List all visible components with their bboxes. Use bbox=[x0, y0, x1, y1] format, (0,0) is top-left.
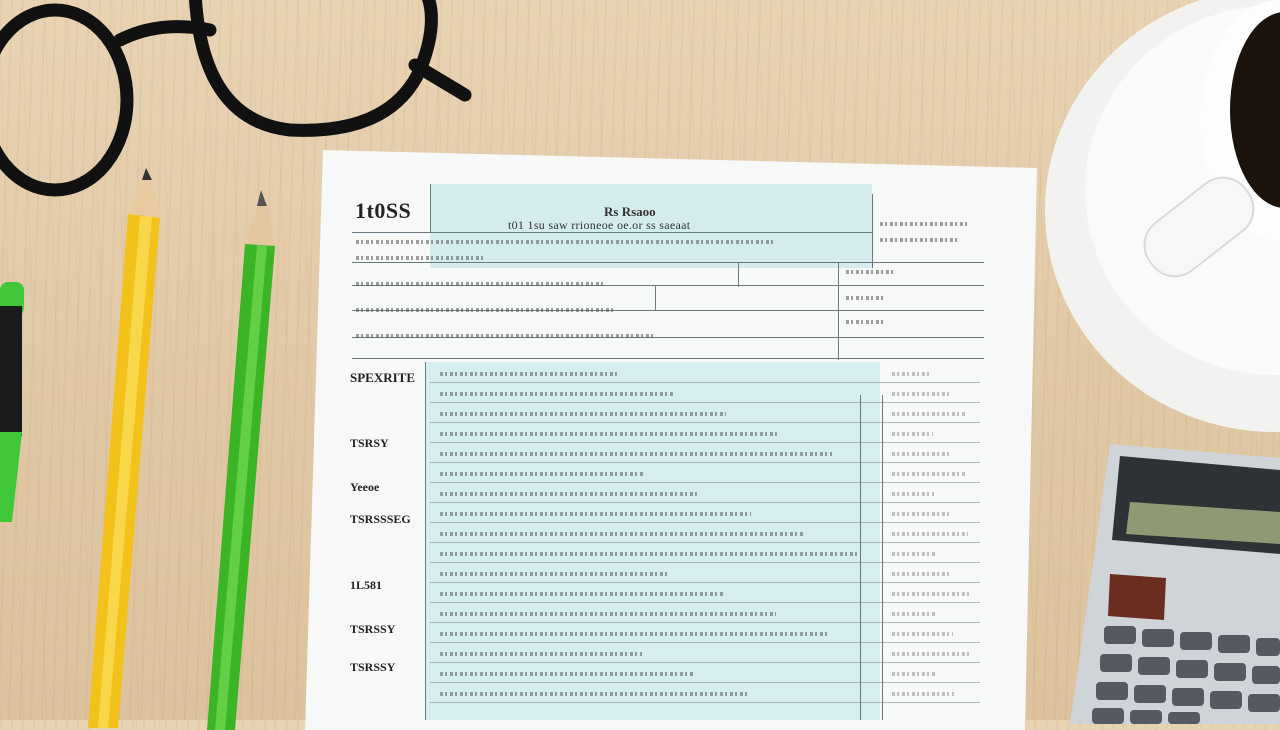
form-divider bbox=[425, 362, 426, 720]
form-line bbox=[430, 382, 980, 383]
form-text-line bbox=[440, 552, 857, 556]
form-text-line bbox=[892, 532, 968, 536]
form-text-line bbox=[440, 592, 723, 596]
form-text-line bbox=[440, 492, 698, 496]
form-line bbox=[430, 522, 980, 523]
form-line bbox=[352, 358, 984, 359]
yellow-pencil bbox=[88, 168, 168, 728]
form-text-line bbox=[892, 652, 970, 656]
form-line bbox=[430, 622, 980, 623]
form-text-line bbox=[846, 320, 886, 324]
form-text-line bbox=[356, 282, 606, 286]
form-text-line bbox=[846, 296, 886, 300]
form-divider bbox=[655, 285, 656, 310]
form-text-line bbox=[440, 472, 645, 476]
form-text-line bbox=[440, 412, 726, 416]
form-line bbox=[430, 442, 980, 443]
form-text-line bbox=[880, 238, 960, 242]
form-text-line bbox=[440, 372, 620, 376]
form-text-line bbox=[440, 452, 832, 456]
form-text-line bbox=[892, 472, 967, 476]
form-text-line bbox=[892, 452, 950, 456]
form-text-line bbox=[892, 392, 949, 396]
form-text-line bbox=[440, 512, 751, 516]
form-text-line bbox=[440, 392, 673, 396]
green-highlighter bbox=[0, 282, 30, 522]
form-divider bbox=[882, 395, 883, 720]
form-text-line bbox=[440, 652, 642, 656]
form-text-line bbox=[892, 672, 937, 676]
form-side-label: 1L581 bbox=[350, 578, 383, 592]
form-text-line bbox=[440, 532, 804, 536]
form-subtitle: t01 1su saw rrioneoe oe.or ss saeaat bbox=[508, 218, 691, 232]
form-text-line bbox=[892, 372, 932, 376]
form-text-line bbox=[892, 592, 969, 596]
form-text-line bbox=[892, 572, 952, 576]
form-divider bbox=[838, 262, 839, 360]
form-text-line bbox=[440, 632, 829, 636]
form-text-line bbox=[892, 692, 954, 696]
form-line bbox=[430, 502, 980, 503]
form-text-line bbox=[880, 222, 970, 226]
form-line bbox=[430, 662, 980, 663]
form-line bbox=[430, 562, 980, 563]
form-line bbox=[430, 542, 980, 543]
form-text-line bbox=[892, 492, 934, 496]
form-line bbox=[430, 482, 980, 483]
form-code: 1t0SS bbox=[355, 198, 412, 223]
form-text-line bbox=[440, 672, 695, 676]
form-line bbox=[430, 602, 980, 603]
form-line bbox=[352, 232, 872, 233]
form-side-label: SPEXRITE bbox=[350, 370, 416, 385]
form-line bbox=[352, 262, 984, 263]
form-text-line bbox=[440, 432, 779, 436]
form-text-line bbox=[356, 334, 656, 338]
form-text-line bbox=[892, 552, 935, 556]
form-text-line bbox=[892, 512, 951, 516]
calculator bbox=[1070, 444, 1280, 724]
form-side-label: TSRSSSEG bbox=[350, 512, 411, 526]
form-title: Rs Rsaoo bbox=[604, 204, 656, 219]
form-text-line bbox=[440, 572, 670, 576]
form-line bbox=[430, 402, 980, 403]
form-text-line bbox=[892, 432, 933, 436]
form-text-line bbox=[846, 270, 896, 274]
form-divider bbox=[738, 262, 739, 287]
form-divider bbox=[860, 395, 861, 720]
form-line bbox=[430, 642, 980, 643]
form-line bbox=[430, 462, 980, 463]
form-line bbox=[430, 422, 980, 423]
form-line bbox=[430, 682, 980, 683]
form-text-line bbox=[356, 256, 486, 260]
green-pencil bbox=[205, 190, 285, 730]
form-text-line bbox=[440, 612, 776, 616]
form-line bbox=[430, 702, 980, 703]
form-divider bbox=[872, 194, 873, 268]
form-text-line bbox=[356, 240, 776, 244]
coffee-cup bbox=[1045, 0, 1280, 440]
form-divider bbox=[430, 184, 431, 232]
form-text-line bbox=[892, 632, 953, 636]
form-side-label: TSRSSY bbox=[350, 660, 396, 674]
form-text-line bbox=[356, 308, 616, 312]
form-text-line bbox=[892, 412, 966, 416]
form-text-line bbox=[440, 692, 748, 696]
form-side-label: TSRSY bbox=[350, 436, 389, 450]
form-side-label: TSRSSY bbox=[350, 622, 396, 636]
form-line bbox=[430, 582, 980, 583]
form-side-label: Yeeoe bbox=[350, 480, 380, 494]
form-text-line bbox=[892, 612, 936, 616]
